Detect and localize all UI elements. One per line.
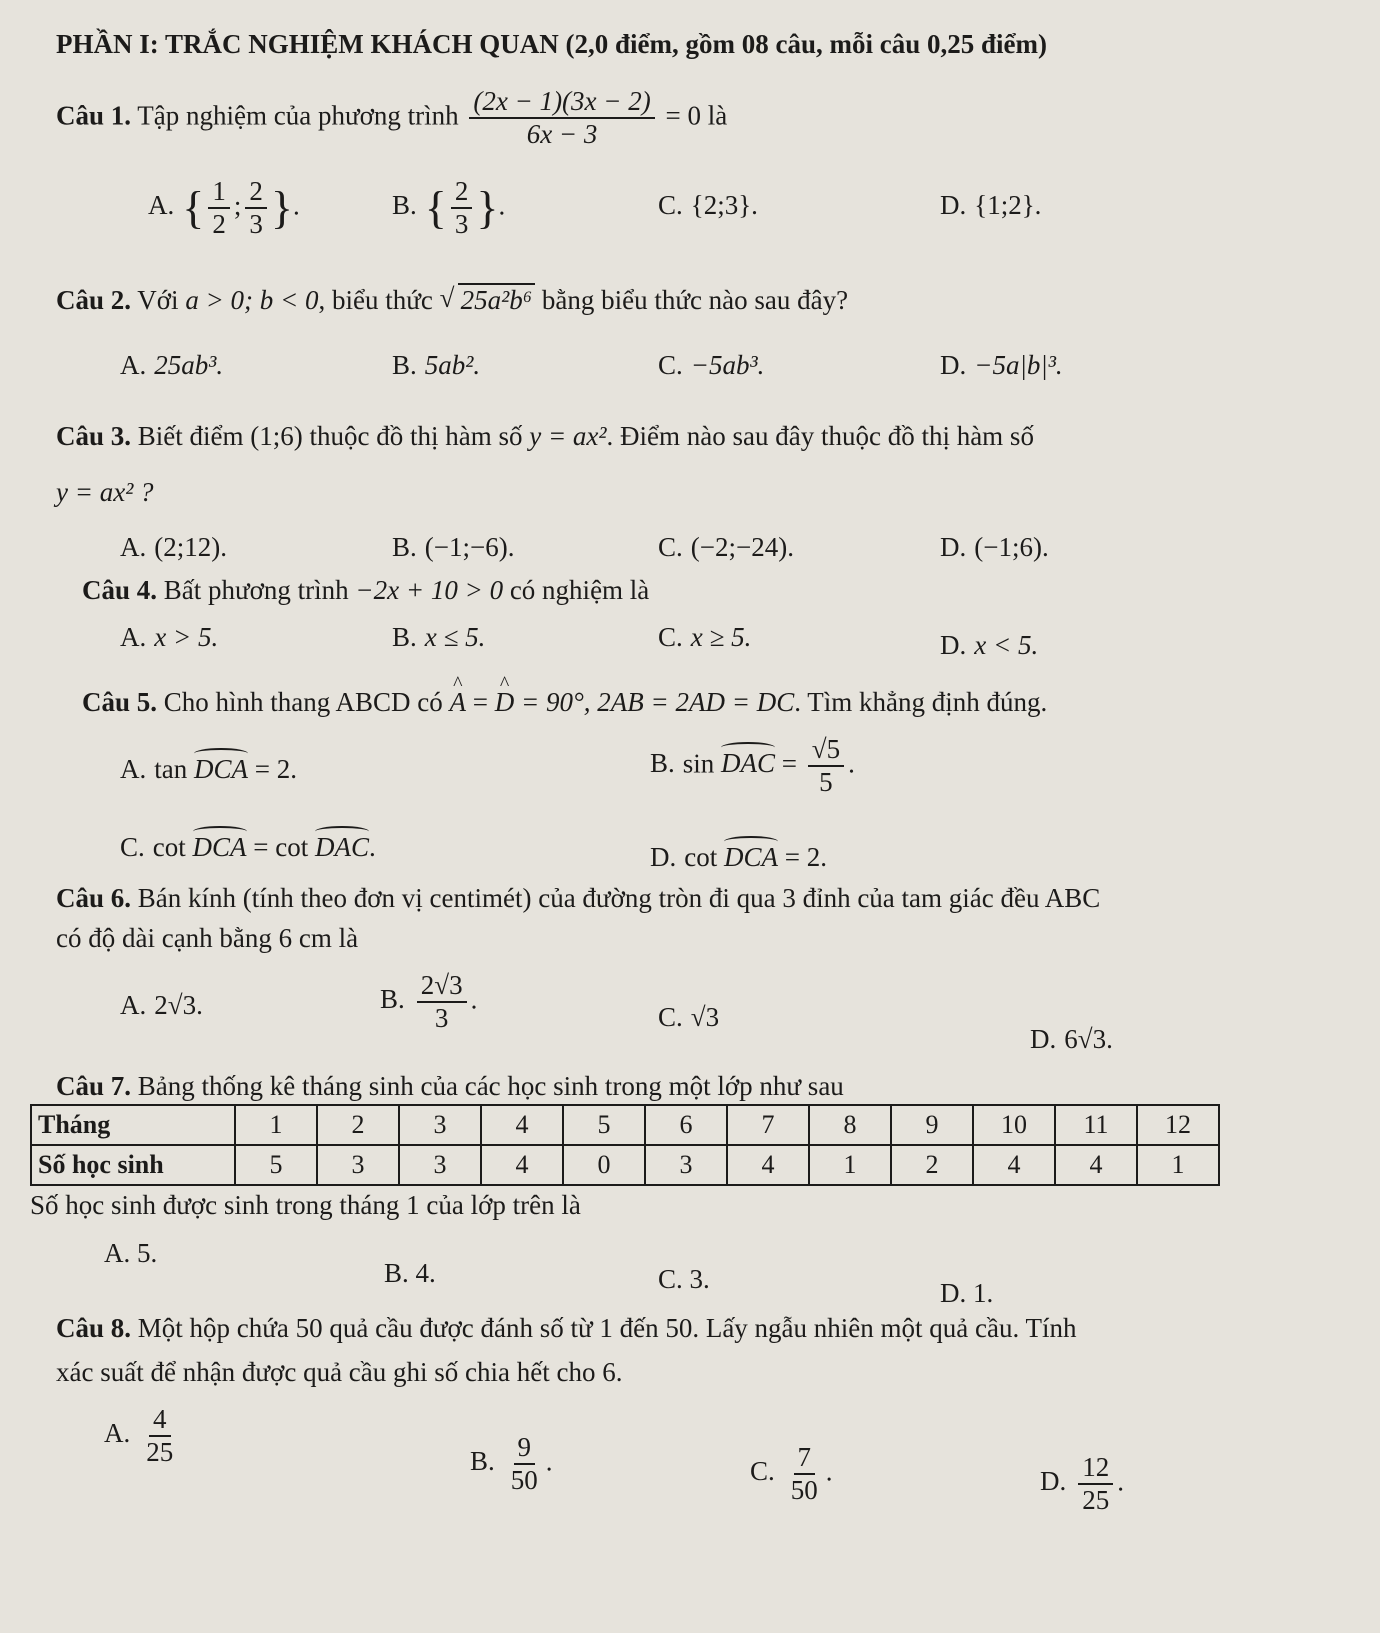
- table-cell: 1: [1137, 1145, 1219, 1185]
- q5-a-angle: DCA: [194, 748, 248, 785]
- q8-a-num: 4: [149, 1404, 171, 1437]
- q8-text: Một hộp chứa 50 quả cầu được đánh số từ 1 đến 50. Lấy ngẫu nhiên một quả cầu. Tính: [137, 1313, 1077, 1343]
- q5-c-fn: cot: [152, 832, 186, 862]
- q2-text3: bằng biểu thức nào sau đây?: [541, 285, 849, 315]
- table-cell: 0: [563, 1145, 645, 1185]
- q6-c-value: √3: [690, 1002, 720, 1032]
- q8-b-label: B.: [470, 1446, 495, 1477]
- q1-b-den: 3: [454, 209, 469, 240]
- q1-text: Tập nghiệm của phương trình: [137, 100, 459, 131]
- q5-b-eq: =: [781, 748, 798, 779]
- q7-option-d[interactable]: D. 1.: [940, 1278, 994, 1308]
- q2-label: Câu 2.: [56, 285, 132, 315]
- q7-text: Bảng thống kê tháng sinh của các học sinh trong một lớp như sau: [137, 1071, 844, 1101]
- table-cell: 8: [809, 1105, 891, 1145]
- q8-label: Câu 8.: [56, 1313, 132, 1343]
- q5-option-b[interactable]: [650, 734, 855, 798]
- q1-b-num: 2: [451, 176, 473, 209]
- q5-a-label: A.: [120, 754, 147, 784]
- q8-b-den: 50: [510, 1465, 538, 1496]
- table-row-counts: [31, 1145, 1219, 1185]
- q8-d-den: 25: [1082, 1485, 1110, 1516]
- q2-condition: a > 0; b < 0: [185, 285, 319, 315]
- q5-b-den: 5: [819, 767, 833, 798]
- q1-d-value: {1;2}.: [974, 190, 1042, 220]
- q1-c-value: {2;3}.: [690, 190, 758, 220]
- q6-a-value: 2√3.: [154, 990, 203, 1020]
- q8-d-end: .: [1117, 1466, 1124, 1497]
- table-cell: 2: [317, 1105, 399, 1145]
- q3-text: Biết điểm (1;6) thuộc đồ thị hàm số: [137, 421, 523, 451]
- q8-a-den: 25: [146, 1437, 174, 1468]
- q4-label: Câu 4.: [82, 575, 158, 605]
- q5-b-label: B.: [650, 748, 675, 779]
- q2-c-label: C.: [658, 350, 683, 380]
- table-cell: 1: [809, 1145, 891, 1185]
- q4-b-value: x ≤ 5.: [424, 622, 486, 652]
- q4-c-value: x ≥ 5.: [690, 622, 752, 652]
- q2-b-label: B.: [392, 350, 417, 380]
- q2-text2: , biểu thức: [318, 285, 433, 315]
- q5-c-eq: = cot: [253, 832, 309, 862]
- table-cell: 4: [481, 1105, 563, 1145]
- q3-option-c[interactable]: [658, 532, 794, 563]
- q5-c-label: C.: [120, 832, 145, 862]
- question-4: [82, 574, 649, 606]
- q1-c-label: C.: [658, 190, 683, 220]
- table-cell: 5: [235, 1145, 317, 1185]
- q3-c-value: (−2;−24).: [690, 532, 794, 562]
- question-7: [56, 1070, 844, 1102]
- q6-d-value: 6√3.: [1064, 1024, 1113, 1054]
- q1-option-a[interactable]: A. { $\frac{1}{2}$ ; $\frac{2}{3}$ }.: [148, 176, 300, 240]
- q5-d-angle: DCA: [724, 836, 778, 873]
- q1-a-den1: 2: [212, 209, 226, 240]
- q8-c-num: 7: [794, 1442, 816, 1475]
- question-3: [56, 420, 1034, 452]
- q5-c-angle: DCA: [193, 826, 247, 863]
- q5-condition: = 90°, 2AB = 2AD = DC: [521, 687, 795, 717]
- q5-text: Cho hình thang ABCD có: [163, 687, 443, 717]
- row-header-students: Số học sinh: [31, 1145, 235, 1185]
- q2-option-d[interactable]: [940, 350, 1063, 381]
- q8-option-b[interactable]: [470, 1432, 553, 1496]
- q5-label: Câu 5.: [82, 687, 158, 717]
- q2-radicand: 25a²b⁶: [458, 283, 535, 315]
- q1-a-label: A.: [148, 190, 175, 221]
- row-header-month: Tháng: [31, 1105, 235, 1145]
- q5-option-c[interactable]: [120, 826, 376, 863]
- q3-a-label: A.: [120, 532, 147, 562]
- q8-a-label: A.: [104, 1418, 131, 1449]
- q3-function: y = ax²: [529, 421, 607, 451]
- q4-option-b[interactable]: [392, 622, 485, 653]
- q8-d-num: 12: [1078, 1452, 1113, 1485]
- q3-option-a[interactable]: [120, 532, 227, 563]
- q4-option-a[interactable]: [120, 622, 218, 653]
- q4-text: Bất phương trình: [163, 575, 349, 605]
- section-header: PHẦN I: TRẮC NGHIỆM KHÁCH QUAN (2,0 điểm, gồm 08 câu, mỗi câu 0,25 điểm): [56, 29, 1047, 59]
- q8-c-den: 50: [790, 1475, 818, 1506]
- q6-b-den: 3: [434, 1003, 449, 1034]
- q3-option-b[interactable]: [392, 532, 514, 563]
- q6-c-label: C.: [658, 1002, 683, 1032]
- q8-option-a[interactable]: [104, 1404, 181, 1468]
- q8-c-label: C.: [750, 1456, 775, 1487]
- table-cell: 3: [399, 1145, 481, 1185]
- q6-text2: có độ dài cạnh bằng 6 cm là: [56, 923, 359, 953]
- q2-option-b[interactable]: [392, 350, 480, 381]
- q8-option-c[interactable]: [750, 1442, 833, 1506]
- q5-b-end: .: [848, 748, 855, 779]
- q5-option-a[interactable]: [120, 748, 297, 785]
- q2-a-value: 25ab³.: [154, 350, 224, 380]
- q1-numerator: (2x − 1)(3x − 2): [469, 86, 654, 119]
- table-cell: 3: [645, 1145, 727, 1185]
- q4-option-c[interactable]: [658, 622, 751, 653]
- q2-d-label: D.: [940, 350, 967, 380]
- q5-c-angle2: DAC: [315, 826, 369, 863]
- table-cell: 4: [1055, 1145, 1137, 1185]
- question-8: [56, 1312, 1077, 1344]
- table-cell: 1: [235, 1105, 317, 1145]
- table-cell: 3: [317, 1145, 399, 1185]
- table-cell: 6: [645, 1105, 727, 1145]
- q5-d-rest: = 2.: [784, 842, 827, 872]
- q3-b-label: B.: [392, 532, 417, 562]
- q1-option-d[interactable]: [940, 190, 1041, 221]
- q8-text2: xác suất để nhận được quả cầu ghi số chia hết cho 6.: [56, 1357, 623, 1387]
- q5-a-rest: = 2.: [254, 754, 297, 784]
- q4-b-label: B.: [392, 622, 417, 652]
- table-cell: 2: [891, 1145, 973, 1185]
- table-cell: 3: [399, 1105, 481, 1145]
- q4-expression: −2x + 10 > 0: [355, 575, 504, 605]
- q6-option-b[interactable]: [380, 970, 477, 1034]
- q4-a-value: x > 5.: [154, 622, 219, 652]
- table-cell: 10: [973, 1105, 1055, 1145]
- q3-text2: . Điểm nào sau đây thuộc đồ thị hàm số: [606, 421, 1034, 451]
- q5-b-fn: sin: [682, 748, 715, 779]
- q5-d-fn: cot: [684, 842, 718, 872]
- q3-a-value: (2;12).: [154, 532, 227, 562]
- table-cell: 9: [891, 1105, 973, 1145]
- q1-fraction: [469, 86, 654, 150]
- birth-month-table: [30, 1104, 1220, 1186]
- question-8-cont: [56, 1356, 622, 1388]
- q2-c-value: −5ab³.: [690, 350, 765, 380]
- q3-option-d[interactable]: [940, 532, 1049, 563]
- table-cell: 4: [973, 1145, 1055, 1185]
- q1-label: Câu 1.: [56, 100, 132, 131]
- q1-tail: = 0 là: [665, 100, 728, 131]
- q1-d-label: D.: [940, 190, 967, 220]
- q5-text2: . Tìm khẳng định đúng.: [794, 687, 1048, 717]
- q2-b-value: 5ab².: [424, 350, 481, 380]
- q7-label: Câu 7.: [56, 1071, 132, 1101]
- q4-c-label: C.: [658, 622, 683, 652]
- q5-c-end: .: [368, 832, 376, 862]
- q6-option-d[interactable]: [1030, 1024, 1113, 1055]
- q5-option-d[interactable]: [650, 836, 827, 873]
- table-cell: 12: [1137, 1105, 1219, 1145]
- question-6: [56, 882, 1100, 914]
- q6-b-num: 2√3: [417, 970, 467, 1003]
- q3-function2: y = ax² ?: [56, 477, 154, 507]
- q2-a-label: A.: [120, 350, 147, 380]
- q5-a-fn: tan: [154, 754, 188, 784]
- q6-label: Câu 6.: [56, 883, 132, 913]
- question-1: [56, 86, 727, 150]
- table-cell: 7: [727, 1105, 809, 1145]
- q5-d-label: D.: [650, 842, 677, 872]
- q6-b-label: B.: [380, 984, 405, 1015]
- q1-option-c[interactable]: [658, 190, 758, 221]
- q4-d-value: x < 5.: [974, 630, 1039, 660]
- q7-option-b[interactable]: B. 4.: [384, 1258, 436, 1288]
- q1-option-b[interactable]: B. { $\frac{2}{3}$ }.: [392, 176, 506, 240]
- q8-d-label: D.: [1040, 1466, 1067, 1497]
- q5-angle-a: ^ A: [450, 686, 467, 718]
- question-2: [56, 284, 848, 316]
- q2-text1: Với: [137, 285, 179, 315]
- q5-b-num: √5: [808, 734, 844, 767]
- q3-label: Câu 3.: [56, 421, 132, 451]
- q1-a-den2: 3: [249, 209, 263, 240]
- q6-option-c[interactable]: [658, 1002, 719, 1033]
- q1-denominator: 6x − 3: [526, 119, 598, 150]
- q8-b-end: .: [545, 1446, 553, 1477]
- q1-b-label: B.: [392, 190, 417, 221]
- q4-d-label: D.: [940, 630, 967, 660]
- table-cell: 5: [563, 1105, 645, 1145]
- q4-text2: có nghiệm là: [509, 575, 650, 605]
- q2-sqrt: [440, 284, 535, 316]
- question-3-cont: [56, 476, 154, 508]
- q8-b-num: 9: [514, 1432, 536, 1465]
- table-cell: 4: [481, 1145, 563, 1185]
- q2-d-value: −5a|b|³.: [974, 350, 1063, 380]
- q6-b-end: .: [470, 984, 478, 1015]
- q3-c-label: C.: [658, 532, 683, 562]
- q6-text: Bán kính (tính theo đơn vị centimét) của đường tròn đi qua 3 đỉnh của tam giác đều ABC: [137, 883, 1101, 913]
- q7-option-c[interactable]: C. 3.: [658, 1264, 710, 1294]
- q1-a-num2: 2: [245, 176, 267, 209]
- q6-a-label: A.: [120, 990, 147, 1020]
- table-cell: 11: [1055, 1105, 1137, 1145]
- q3-b-value: (−1;−6).: [424, 532, 515, 562]
- q6-d-label: D.: [1030, 1024, 1057, 1054]
- table-row-months: [31, 1105, 1219, 1145]
- q6-option-a[interactable]: [120, 990, 203, 1021]
- table-cell: 4: [727, 1145, 809, 1185]
- q2-option-a[interactable]: [120, 350, 223, 381]
- q3-d-label: D.: [940, 532, 967, 562]
- q8-c-end: .: [825, 1456, 833, 1487]
- question-6-cont: [56, 922, 358, 954]
- q5-b-angle: DAC: [721, 742, 775, 779]
- q8-option-d[interactable]: [1040, 1452, 1124, 1516]
- q2-option-c[interactable]: [658, 350, 764, 381]
- question-5: [82, 686, 1047, 718]
- q1-a-num1: 1: [208, 176, 230, 209]
- q4-option-d[interactable]: [940, 630, 1038, 661]
- q3-d-value: (−1;6).: [974, 532, 1049, 562]
- q7-option-a[interactable]: A. 5.: [104, 1238, 158, 1268]
- q5-eq: =: [472, 687, 489, 717]
- q4-a-label: A.: [120, 622, 147, 652]
- q7-question: Số học sinh được sinh trong tháng 1 của lớp trên là: [30, 1190, 581, 1220]
- q5-angle-d: ^ D: [495, 686, 515, 718]
